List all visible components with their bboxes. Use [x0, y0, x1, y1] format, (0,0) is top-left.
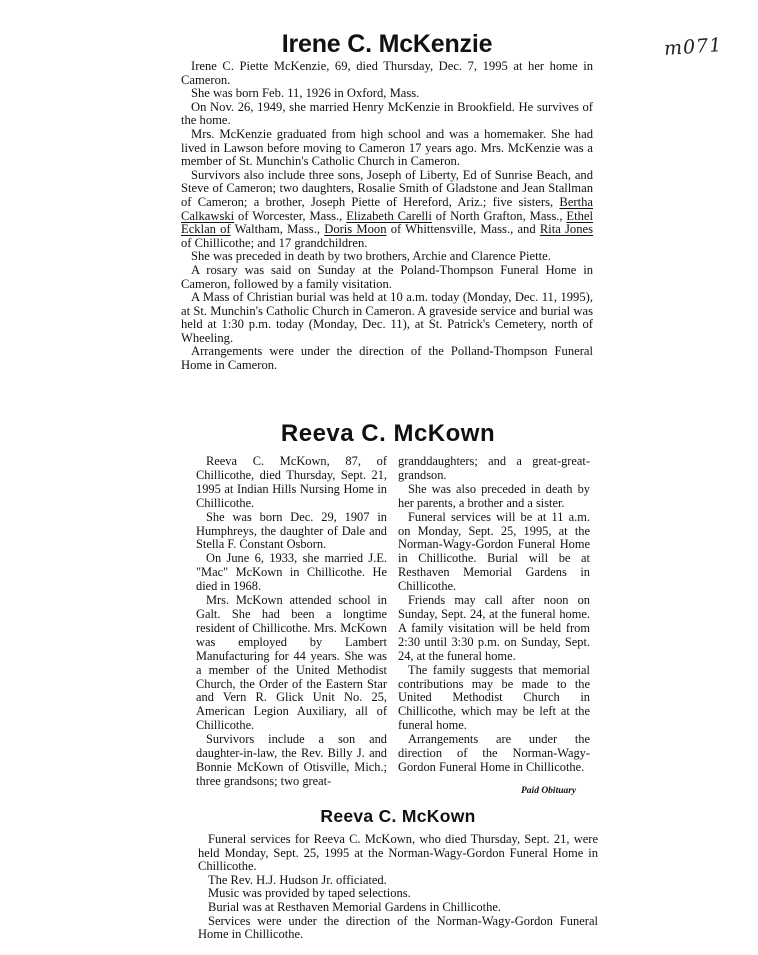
- underlined-name: Elizabeth Carelli: [346, 208, 432, 223]
- obituary-paragraph: Mrs. McKenzie graduated from high school and was a homemaker. She had lived in Lawson before moving to Cameron 17 years ago. Mrs. McKenzie was a member of St. Munchin's Catholic Church in Cameron.: [181, 126, 593, 169]
- obituary-paragraph: Burial was at Resthaven Memorial Gardens in Chillicothe.: [208, 899, 501, 914]
- sisters-text: Waltham, Mass.,: [230, 222, 325, 237]
- sisters-text: of Chillicothe; and 17 grandchildren.: [181, 235, 368, 250]
- obituary-paragraph: On June 6, 1933, she married J.E. "Mac" McKown in Chillicothe. He died in 1968.: [196, 551, 387, 594]
- underlined-name: Bertha Calkawski: [181, 194, 593, 223]
- obituary-irene-mckenzie: [181, 30, 593, 373]
- obituary-paragraph: Music was provided by taped selections.: [208, 886, 411, 901]
- obituary-paragraph: She was born Feb. 11, 1926 in Oxford, Mass.: [191, 86, 420, 101]
- handwritten-reference-note: m071: [663, 33, 723, 61]
- obituary-survivors-paragraph: [181, 169, 593, 251]
- obituary-paragraph: Arrangements are under the direction of the Norman-Wagy-Gordon Funeral Home in Chillicothe.: [398, 732, 590, 774]
- obituary-title: Reeva C. McKown: [280, 420, 496, 447]
- sisters-prefix: five sisters,: [492, 194, 560, 209]
- obituary-paragraph: A rosary was said on Sunday at the Poland-Thompson Funeral Home in Cameron, followed by a family visitation.: [181, 262, 593, 291]
- obituary-paragraph: Reeva C. McKown, 87, of Chillicothe, died Thursday, Sept. 21, 1995 at Indian Hills Nursing Home in Chillicothe.: [196, 454, 387, 510]
- sisters-text: of Worcester, Mass.,: [234, 208, 347, 223]
- paid-obituary-label: Paid Obituary: [521, 786, 577, 796]
- obituary-title: Reeva C. McKown: [320, 806, 476, 826]
- underlined-name: Doris Moon: [324, 222, 387, 237]
- obituary-paragraph: She was also preceded in death by her parents, a brother and a sister.: [398, 481, 590, 510]
- obituary-continuation: granddaughters; and a great-great-grandson.: [398, 454, 590, 482]
- sisters-text: of Whittensville, Mass., and: [386, 222, 540, 237]
- obituary-paragraph: Funeral services for Reeva C. McKown, who died Thursday, Sept. 21, were held Monday, Sept. 25, 1995 at the Norman-Wagy-Gordon Funeral Home in Chillicothe.: [198, 832, 598, 874]
- obituary-paragraph: The Rev. H.J. Hudson Jr. officiated.: [208, 872, 387, 887]
- underlined-name: Rita Jones: [539, 222, 593, 237]
- obituary-paragraph: Funeral services will be at 11 a.m. on Monday, Sept. 25, 1995, at the Norman-Wagy-Gordon Funeral Home in Chillicothe. Burial will be at Resthaven Memorial Gardens in Chillicothe.: [398, 509, 590, 594]
- obituary-paragraph: A Mass of Christian burial was held at 10 a.m. today (Monday, Dec. 11, 1995), at St. Munchin's Catholic Church in Cameron. A graveside service and burial was held at 1:30 p.m. today (Monday, Dec. 11), at St. Patrick's Cemetery, north of Wheeling.: [181, 290, 593, 345]
- obituary-reeva-mckown-services: [198, 806, 598, 942]
- obituary-paragraph: Survivors include a son and daughter-in-law, the Rev. Billy J. and Bonnie McKown of Otisville, Mich.; three grandsons; two great-: [196, 732, 387, 788]
- obituary-paragraph: On Nov. 26, 1949, she married Henry McKenzie in Brookfield. He survives of the home.: [181, 99, 593, 128]
- obituary-title: Irene C. McKenzie: [281, 30, 493, 58]
- survivors-text: Survivors also include three sons, Joseph of Liberty, Ed of Sunrise Beach, and Steve of Cameron; two daughters, Rosalie Smith of Gladstone and Jean Stallman of Cameron; a brother, Joseph Piette of Hereford, Ariz.;: [181, 167, 593, 209]
- obituary-paragraph: Irene C. Piette McKenzie, 69, died Thursday, Dec. 7, 1995 at her home in Cameron.: [181, 59, 593, 87]
- obituary-paragraph: Friends may call after noon on Sunday, Sept. 24, at the funeral home. A family visitation will be held from 2:30 until 3:30 p.m. on Sunday, Sept. 24, at the funeral home.: [398, 593, 590, 663]
- obituary-paragraph: She was born Dec. 29, 1907 in Humphreys, the daughter of Dale and Stella F. Constant Osborn.: [196, 509, 387, 552]
- sisters-text: of North Grafton, Mass.,: [431, 208, 567, 223]
- obituary-paragraph: The family suggests that memorial contributions may be made to the United Methodist Church in Chillicothe, which may be left at the funeral home.: [398, 662, 590, 733]
- obituary-right-column: [398, 455, 590, 775]
- obituary-paragraph: Mrs. McKown attended school in Galt. She had been a longtime resident of Chillicothe. Mrs. McKown was employed by Lambert Manufacturing for 44 years. She was a member of the United Methodist Church, the Order of the Eastern Star and Vern R. Glick Unit No. 25, American Legion Auxiliary, all of Chillicothe.: [196, 593, 387, 733]
- obituary-paragraph: She was preceded in death by two brothers, Archie and Clarence Piette.: [191, 249, 551, 264]
- underlined-name: Ethel Ecklan of: [181, 208, 593, 237]
- obituary-left-column: [196, 455, 387, 789]
- obituary-paragraph: Arrangements were under the direction of the Polland-Thompson Funeral Home in Cameron.: [181, 344, 593, 373]
- obituary-paragraph: Services were under the direction of the Norman-Wagy-Gordon Funeral Home in Chillicothe.: [198, 913, 598, 942]
